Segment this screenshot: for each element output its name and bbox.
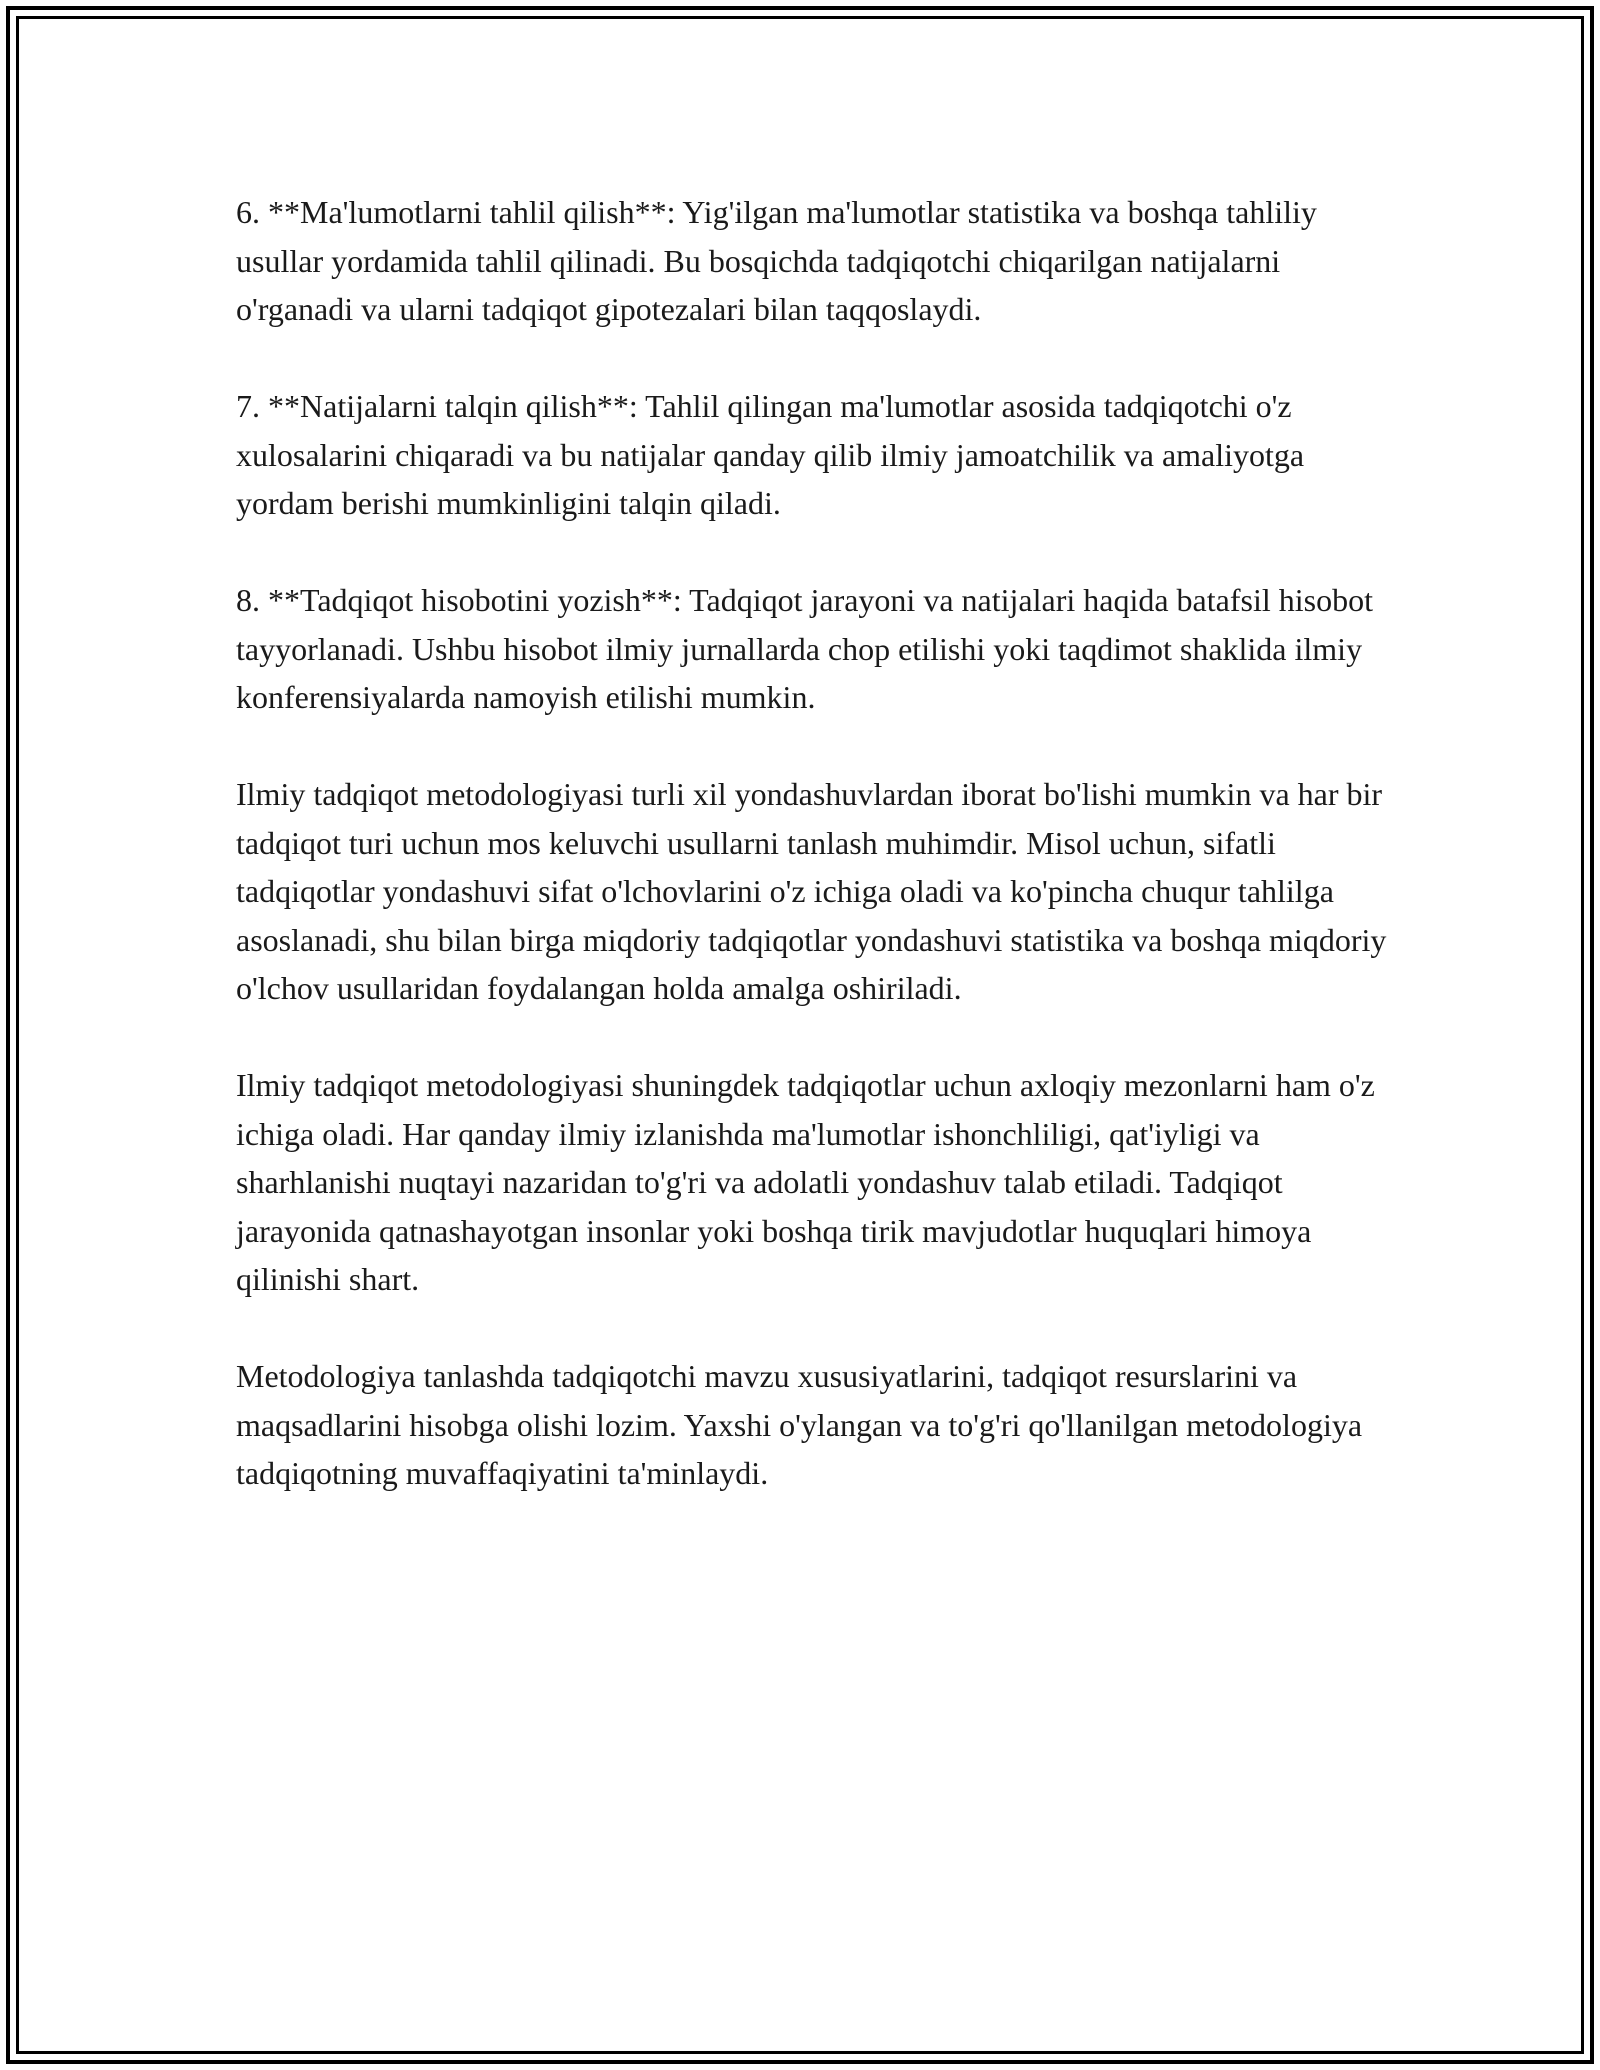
- paragraph-methodology-choice: Metodologiya tanlashda tadqiqotchi mavzu xususiyatlarini, tadqiqot resurslarini va maqsadlarini hisobga olishi lozim. Yaxshi o'ylangan va to'g'ri qo'llanilgan metodologiya tadqiqotning muvaffaqiyatini ta'minlaydi.: [236, 1358, 1363, 1491]
- paragraph-step-8: 8. **Tadqiqot hisobotini yozish**: Tadqiqot jarayoni va natijalari haqida batafsil hisobot tayyorlanadi. Ushbu hisobot ilmiy jurnallarda chop etilishi yoki taqdimot shaklida ilmiy konferensiyalarda namoyish etilishi mumkin.: [236, 582, 1373, 715]
- paragraph-ethical-criteria: Ilmiy tadqiqot metodologiyasi shuningdek tadqiqotlar uchun axloqiy mezonlarni ham o'z ichiga oladi. Har qanday ilmiy izlanishda ma'lumotlar ishonchliligi, qat'iyligi va sharhlanishi nuqtayi nazaridan to'g'ri va adolatli yondashuv talab etiladi. Tadqiqot jarayonida qatnashayotgan insonlar yoki boshqa tirik mavjudotlar huquqlari himoya qilinishi shart.: [236, 1067, 1375, 1297]
- document-body: [236, 188, 1396, 1546]
- paragraph-methodology-approaches: Ilmiy tadqiqot metodologiyasi turli xil yondashuvlardan iborat bo'lishi mumkin va har bir tadqiqot turi uchun mos keluvchi usullarni tanlash muhimdir. Misol uchun, sifatli tadqiqotlar yondashuvi sifat o'lchovlarini o'z ichiga oladi va ko'pincha chuqur tahlilga asoslanadi, shu bilan birga miqdoriy tadqiqotlar yondashuvi statistika va boshqa miqdoriy o'lchov usullaridan foydalangan holda amalga oshiriladi.: [236, 776, 1387, 1006]
- paragraph-step-7: 7. **Natijalarni talqin qilish**: Tahlil qilingan ma'lumotlar asosida tadqiqotchi o'z xulosalarini chiqaradi va bu natijalar qanday qilib ilmiy jamoatchilik va amaliyotga yordam berishi mumkinligini talqin qiladi.: [236, 388, 1305, 521]
- paragraph-step-6: 6. **Ma'lumotlarni tahlil qilish**: Yig'ilgan ma'lumotlar statistika va boshqa tahliliy usullar yordamida tahlil qilinadi. Bu bosqichda tadqiqotchi chiqarilgan natijalarni o'rganadi va ularni tadqiqot gipotezalari bilan taqqoslaydi.: [236, 194, 1317, 327]
